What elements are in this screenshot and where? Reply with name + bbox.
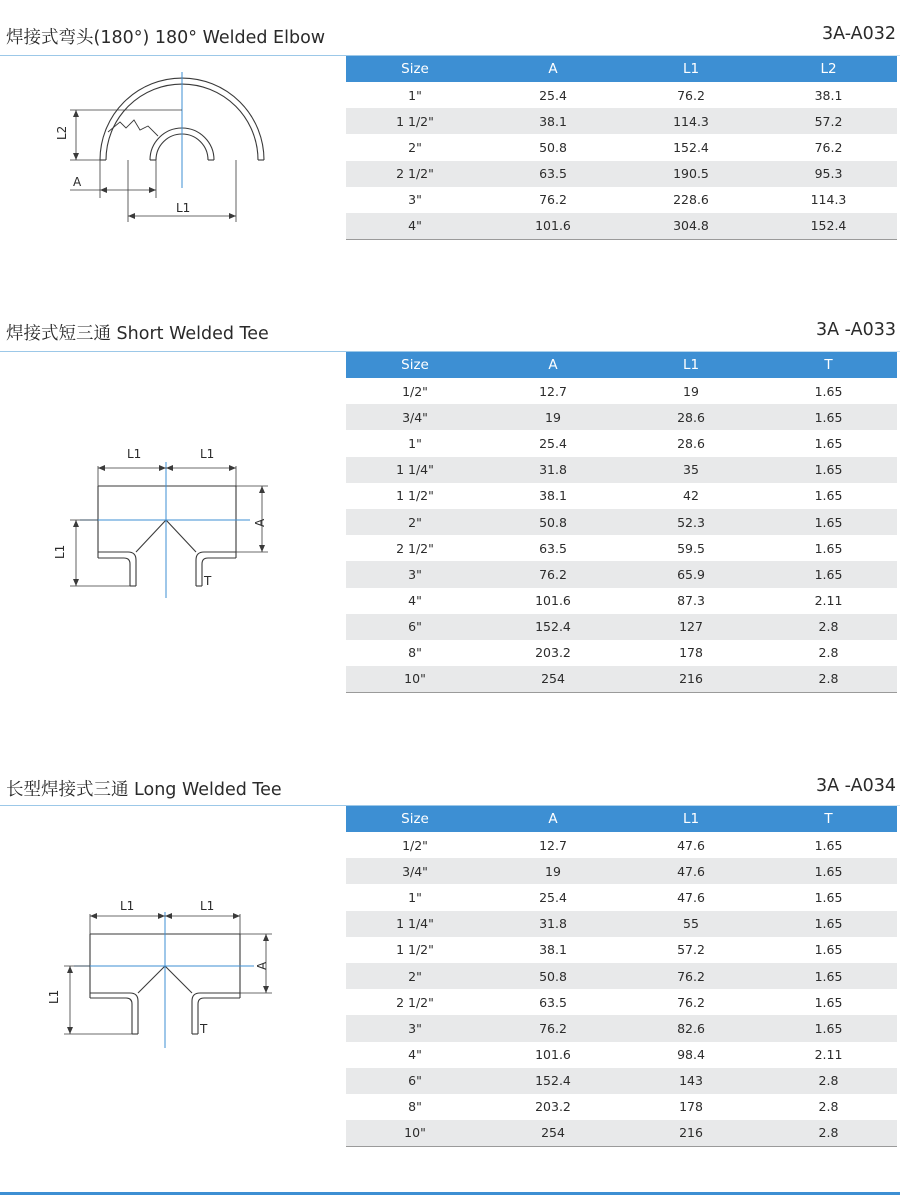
cell-l1: 216 bbox=[622, 1120, 760, 1146]
cell-t: 2.8 bbox=[760, 1068, 897, 1094]
cell-t: 1.65 bbox=[814, 540, 843, 556]
cell-t: 1.65 bbox=[814, 435, 843, 451]
cell-t: 1.65 bbox=[760, 911, 897, 937]
cell-a: 63.5 bbox=[539, 540, 567, 556]
header-l1: L1 bbox=[622, 352, 760, 378]
spec-table-short-tee bbox=[346, 352, 897, 693]
table-row bbox=[346, 884, 897, 910]
cell-l1: 76.2 bbox=[677, 994, 705, 1010]
cell-l1: 98.4 bbox=[677, 1047, 705, 1063]
cell-size: 2" bbox=[346, 963, 484, 989]
section-title-elbow: 焊接式弯头(180°) 180° Welded Elbow bbox=[6, 28, 326, 48]
cell-size: 1 1/4" bbox=[346, 457, 484, 483]
cell-t: 1.65 bbox=[760, 1015, 897, 1041]
cell-l1: 82.6 bbox=[622, 1015, 760, 1041]
cell-a: 76.2 bbox=[539, 192, 567, 208]
cell-t: 1.65 bbox=[760, 963, 897, 989]
cell-a: 12.7 bbox=[539, 837, 567, 853]
table-row bbox=[346, 858, 897, 884]
table-row bbox=[346, 404, 897, 430]
cell-size: 8" bbox=[408, 645, 422, 661]
cell-size: 4" bbox=[408, 1047, 422, 1063]
cell-t: 1.65 bbox=[760, 858, 897, 884]
cell-size: 4" bbox=[408, 593, 422, 609]
cell-l1: 114.3 bbox=[622, 108, 760, 134]
table-row bbox=[346, 187, 897, 213]
cell-a: 101.6 bbox=[484, 213, 622, 239]
table-row bbox=[346, 640, 897, 666]
cell-l1: 59.5 bbox=[677, 540, 705, 556]
cell-t: 1.65 bbox=[814, 837, 843, 853]
cell-t: 2.8 bbox=[760, 666, 897, 692]
header-size: Size bbox=[346, 806, 484, 832]
cell-t: 2.8 bbox=[760, 1120, 897, 1146]
cell-l2: 76.2 bbox=[814, 139, 843, 155]
cell-l1: 35 bbox=[622, 457, 760, 483]
table-row bbox=[346, 911, 897, 937]
table-row bbox=[346, 108, 897, 134]
cell-a: 203.2 bbox=[535, 1099, 571, 1115]
cell-size: 2 1/2" bbox=[346, 161, 484, 187]
header-a: A bbox=[484, 352, 622, 378]
header-size: Size bbox=[346, 352, 484, 378]
cell-a: 63.5 bbox=[539, 994, 567, 1010]
cell-l1: 152.4 bbox=[673, 139, 709, 155]
cell-a: 25.4 bbox=[539, 889, 567, 905]
cell-l1: 47.6 bbox=[677, 837, 705, 853]
cell-l2: 114.3 bbox=[810, 192, 847, 208]
table-row bbox=[346, 1094, 897, 1120]
cell-l1: 178 bbox=[679, 1099, 703, 1115]
cell-t: 2.8 bbox=[818, 645, 839, 661]
cell-size: 1" bbox=[408, 87, 422, 103]
table-row bbox=[346, 832, 897, 858]
long-tee-diagram bbox=[0, 892, 340, 1062]
cell-t: 1.65 bbox=[814, 383, 843, 399]
cell-size: 2 1/2" bbox=[396, 540, 434, 556]
spec-table-elbow bbox=[346, 56, 897, 240]
dim-label-l1-right: L1 bbox=[200, 899, 215, 913]
cell-size: 3/4" bbox=[346, 858, 484, 884]
cell-size: 1 1/2" bbox=[346, 108, 484, 134]
cell-l1: 216 bbox=[622, 666, 760, 692]
cell-a: 76.2 bbox=[484, 1015, 622, 1041]
cell-size: 2" bbox=[346, 509, 484, 535]
table-row bbox=[346, 963, 897, 989]
dim-label-l2: L2 bbox=[55, 125, 69, 140]
cell-l1: 57.2 bbox=[677, 942, 705, 958]
cell-a: 19 bbox=[484, 404, 622, 430]
product-code-elbow: 3A-A032 bbox=[821, 24, 896, 44]
product-code-short-tee: 3A -A033 bbox=[816, 320, 896, 340]
cell-a: 50.8 bbox=[484, 963, 622, 989]
table-row bbox=[346, 1068, 897, 1094]
cell-l1: 178 bbox=[679, 645, 703, 661]
cell-size: 1/2" bbox=[402, 837, 428, 853]
cell-t: 1.65 bbox=[814, 488, 843, 504]
cell-a: 76.2 bbox=[484, 561, 622, 587]
table-row bbox=[346, 666, 897, 692]
cell-a: 38.1 bbox=[539, 488, 567, 504]
dim-label-l1-left: L1 bbox=[127, 447, 142, 461]
cell-a: 50.8 bbox=[484, 509, 622, 535]
cell-a: 254 bbox=[484, 666, 622, 692]
cell-a: 254 bbox=[484, 1120, 622, 1146]
cell-l1: 28.6 bbox=[677, 435, 705, 451]
cell-l1: 65.9 bbox=[622, 561, 760, 587]
cell-size: 2" bbox=[408, 139, 422, 155]
header-size: Size bbox=[346, 56, 484, 82]
dim-label-l1-vertical: L1 bbox=[53, 544, 67, 559]
table-row bbox=[346, 1042, 897, 1068]
table-row bbox=[346, 483, 897, 509]
cell-size: 3" bbox=[408, 192, 422, 208]
table-row bbox=[346, 82, 897, 108]
table-header-row bbox=[346, 352, 897, 378]
cell-size: 3" bbox=[346, 1015, 484, 1041]
cell-a: 38.1 bbox=[484, 108, 622, 134]
header-l2: L2 bbox=[760, 56, 897, 82]
table-row bbox=[346, 430, 897, 456]
cell-l1: 190.5 bbox=[622, 161, 760, 187]
cell-t: 1.65 bbox=[814, 942, 843, 958]
cell-l1: 127 bbox=[622, 614, 760, 640]
cell-size: 3/4" bbox=[346, 404, 484, 430]
dim-label-a: A bbox=[73, 175, 82, 189]
cell-l1: 47.6 bbox=[677, 889, 705, 905]
cell-size: 1" bbox=[408, 889, 422, 905]
table-row bbox=[346, 937, 897, 963]
cell-l1: 52.3 bbox=[622, 509, 760, 535]
cell-size: 1 1/2" bbox=[396, 942, 434, 958]
table-row bbox=[346, 161, 897, 187]
header-t: T bbox=[760, 806, 897, 832]
cell-a: 101.6 bbox=[535, 593, 571, 609]
cell-a: 12.7 bbox=[539, 383, 567, 399]
cell-a: 152.4 bbox=[484, 1068, 622, 1094]
section-title-long-tee: 长型焊接式三通 Long Welded Tee bbox=[6, 780, 282, 800]
header-l1: L1 bbox=[622, 806, 760, 832]
dim-label-l1: L1 bbox=[176, 201, 191, 215]
cell-t: 1.65 bbox=[760, 404, 897, 430]
cell-size: 2 1/2" bbox=[396, 994, 434, 1010]
header-t: T bbox=[760, 352, 897, 378]
cell-t: 2.11 bbox=[814, 1047, 843, 1063]
cell-a: 25.4 bbox=[539, 435, 567, 451]
cell-a: 152.4 bbox=[484, 614, 622, 640]
table-row bbox=[346, 561, 897, 587]
table-row bbox=[346, 535, 897, 561]
table-row bbox=[346, 213, 897, 239]
product-code-long-tee: 3A -A034 bbox=[816, 776, 896, 796]
cell-t: 1.65 bbox=[760, 457, 897, 483]
cell-size: 1 1/2" bbox=[396, 488, 434, 504]
cell-t: 2.11 bbox=[814, 593, 843, 609]
page-footer-rule bbox=[0, 1192, 900, 1195]
dim-label-l1-vertical: L1 bbox=[47, 989, 61, 1004]
cell-size: 10" bbox=[346, 1120, 484, 1146]
cell-a: 31.8 bbox=[484, 457, 622, 483]
cell-l1: 143 bbox=[622, 1068, 760, 1094]
cell-l1: 304.8 bbox=[622, 213, 760, 239]
table-row bbox=[346, 1015, 897, 1041]
spec-table-long-tee bbox=[346, 806, 897, 1147]
header-l1: L1 bbox=[622, 56, 760, 82]
cell-l1: 76.2 bbox=[677, 87, 705, 103]
section-title-short-tee: 焊接式短三通 Short Welded Tee bbox=[6, 324, 269, 344]
cell-size: 1/2" bbox=[402, 383, 428, 399]
cell-a: 63.5 bbox=[484, 161, 622, 187]
dim-label-l1-right: L1 bbox=[200, 447, 215, 461]
cell-l1: 47.6 bbox=[622, 858, 760, 884]
cell-size: 1" bbox=[408, 435, 422, 451]
cell-a: 101.6 bbox=[535, 1047, 571, 1063]
cell-t: 2.8 bbox=[818, 1099, 839, 1115]
dim-label-l1-left: L1 bbox=[120, 899, 135, 913]
cell-l1: 28.6 bbox=[622, 404, 760, 430]
dim-label-t: T bbox=[200, 1022, 208, 1036]
cell-a: 31.8 bbox=[484, 911, 622, 937]
cell-t: 1.65 bbox=[760, 509, 897, 535]
cell-size: 6" bbox=[346, 614, 484, 640]
cell-t: 1.65 bbox=[814, 994, 843, 1010]
short-tee-diagram bbox=[0, 440, 340, 610]
cell-size: 4" bbox=[346, 213, 484, 239]
cell-a: 203.2 bbox=[535, 645, 571, 661]
cell-l2: 95.3 bbox=[760, 161, 897, 187]
dim-label-t: T bbox=[204, 574, 212, 588]
cell-l2: 38.1 bbox=[814, 87, 843, 103]
dim-label-a: A bbox=[255, 961, 269, 970]
cell-t: 2.8 bbox=[760, 614, 897, 640]
cell-size: 3" bbox=[346, 561, 484, 587]
table-header-row bbox=[346, 806, 897, 832]
table-row bbox=[346, 134, 897, 160]
table-row bbox=[346, 614, 897, 640]
table-row bbox=[346, 378, 897, 404]
table-row bbox=[346, 1120, 897, 1146]
dim-label-a: A bbox=[253, 518, 267, 527]
cell-size: 8" bbox=[408, 1099, 422, 1115]
cell-l2: 57.2 bbox=[760, 108, 897, 134]
table-row bbox=[346, 457, 897, 483]
header-a: A bbox=[484, 56, 622, 82]
table-header-row bbox=[346, 56, 897, 82]
cell-l1: 87.3 bbox=[677, 593, 705, 609]
cell-t: 1.65 bbox=[760, 561, 897, 587]
cell-a: 38.1 bbox=[539, 942, 567, 958]
cell-a: 50.8 bbox=[539, 139, 567, 155]
cell-l2: 152.4 bbox=[760, 213, 897, 239]
cell-a: 19 bbox=[484, 858, 622, 884]
elbow-diagram bbox=[0, 62, 340, 232]
cell-l1: 42 bbox=[683, 488, 699, 504]
cell-l1: 55 bbox=[622, 911, 760, 937]
cell-size: 10" bbox=[346, 666, 484, 692]
header-a: A bbox=[484, 806, 622, 832]
cell-l1: 228.6 bbox=[673, 192, 709, 208]
table-row bbox=[346, 588, 897, 614]
cell-l1: 19 bbox=[683, 383, 699, 399]
table-row bbox=[346, 509, 897, 535]
cell-size: 6" bbox=[346, 1068, 484, 1094]
cell-size: 1 1/4" bbox=[346, 911, 484, 937]
cell-a: 25.4 bbox=[539, 87, 567, 103]
cell-t: 1.65 bbox=[814, 889, 843, 905]
cell-l1: 76.2 bbox=[622, 963, 760, 989]
table-row bbox=[346, 989, 897, 1015]
